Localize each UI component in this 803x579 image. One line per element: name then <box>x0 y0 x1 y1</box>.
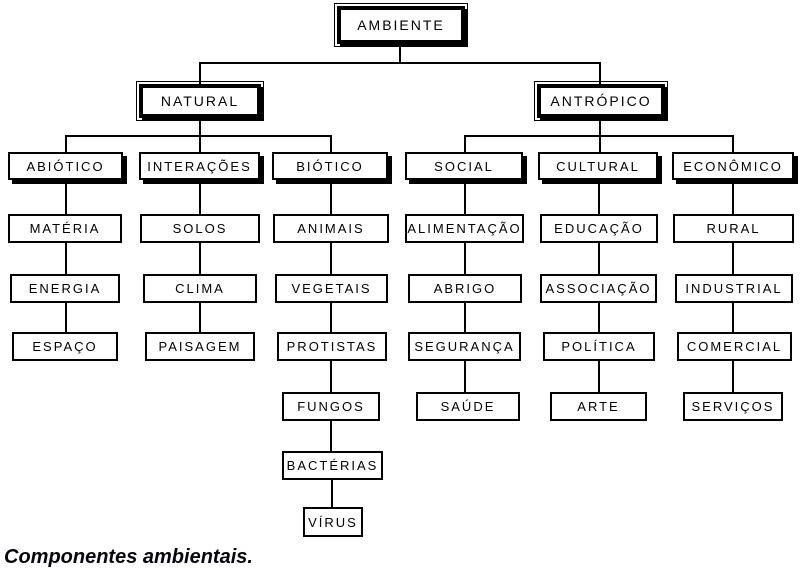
node-rural: RURAL <box>673 214 794 243</box>
connector-line <box>65 303 67 332</box>
connector-line <box>598 180 600 214</box>
connector-line <box>464 135 734 137</box>
node-interacoes: INTERAÇÕES <box>139 152 260 180</box>
node-solos: SOLOS <box>140 214 260 243</box>
connector-line <box>732 243 734 274</box>
connector-line <box>599 62 601 84</box>
node-seguranca: SEGURANÇA <box>408 332 521 361</box>
node-espaco: ESPAÇO <box>12 332 118 361</box>
connector-line <box>330 180 332 214</box>
connector-line <box>199 180 201 214</box>
node-natural: NATURAL <box>139 84 261 118</box>
node-abiotico: ABIÓTICO <box>8 152 123 180</box>
node-energia: ENERGIA <box>10 274 120 303</box>
connector-line <box>732 180 734 214</box>
connector-line <box>65 135 332 137</box>
node-alimentacao: ALIMENTAÇÃO <box>405 214 524 243</box>
node-bacterias: BACTÉRIAS <box>282 451 383 480</box>
node-abrigo: ABRIGO <box>408 274 522 303</box>
node-clima: CLIMA <box>143 274 257 303</box>
connector-line <box>199 243 201 274</box>
connector-line <box>732 361 734 392</box>
connector-line <box>65 243 67 274</box>
connector-line <box>598 243 600 274</box>
node-economico: ECONÔMICO <box>672 152 794 180</box>
connector-line <box>598 361 600 392</box>
connector-line <box>732 135 734 152</box>
node-fungos: FUNGOS <box>282 392 380 421</box>
node-protistas: PROTISTAS <box>277 332 387 361</box>
node-antropico: ANTRÓPICO <box>537 84 665 118</box>
connector-line <box>199 62 201 84</box>
connector-line <box>598 303 600 332</box>
connector-line <box>330 421 332 451</box>
connector-line <box>65 180 67 214</box>
connector-line <box>464 303 466 332</box>
connector-line <box>464 243 466 274</box>
node-vegetais: VEGETAIS <box>275 274 388 303</box>
connector-line <box>464 180 466 214</box>
connector-line <box>331 480 333 507</box>
node-associacao: ASSOCIAÇÃO <box>540 274 657 303</box>
connector-line <box>399 47 401 62</box>
connector-line <box>330 243 332 274</box>
node-servicos: SERVIÇOS <box>683 392 783 421</box>
connector-line <box>732 303 734 332</box>
node-comercial: COMERCIAL <box>677 332 792 361</box>
node-cultural: CULTURAL <box>538 152 658 180</box>
node-politica: POLÍTICA <box>543 332 655 361</box>
node-materia: MATÉRIA <box>8 214 122 243</box>
node-social: SOCIAL <box>405 152 523 180</box>
connector-line <box>65 135 67 152</box>
node-biotico: BIÓTICO <box>272 152 388 180</box>
node-ambiente: AMBIENTE <box>337 6 465 44</box>
connector-line <box>330 135 332 152</box>
node-animais: ANIMAIS <box>273 214 389 243</box>
figure-caption: Componentes ambientais. <box>4 546 253 568</box>
connector-line <box>464 361 466 392</box>
node-saude: SAÚDE <box>416 392 520 421</box>
node-arte: ARTE <box>550 392 647 421</box>
node-industrial: INDUSTRIAL <box>675 274 793 303</box>
connector-line <box>199 62 601 64</box>
node-educacao: EDUCAÇÃO <box>540 214 658 243</box>
node-virus: VÍRUS <box>303 507 363 537</box>
connector-line <box>199 303 201 332</box>
connector-line <box>330 361 332 392</box>
connector-line <box>464 135 466 152</box>
node-paisagem: PAISAGEM <box>145 332 255 361</box>
connector-line <box>330 303 332 332</box>
